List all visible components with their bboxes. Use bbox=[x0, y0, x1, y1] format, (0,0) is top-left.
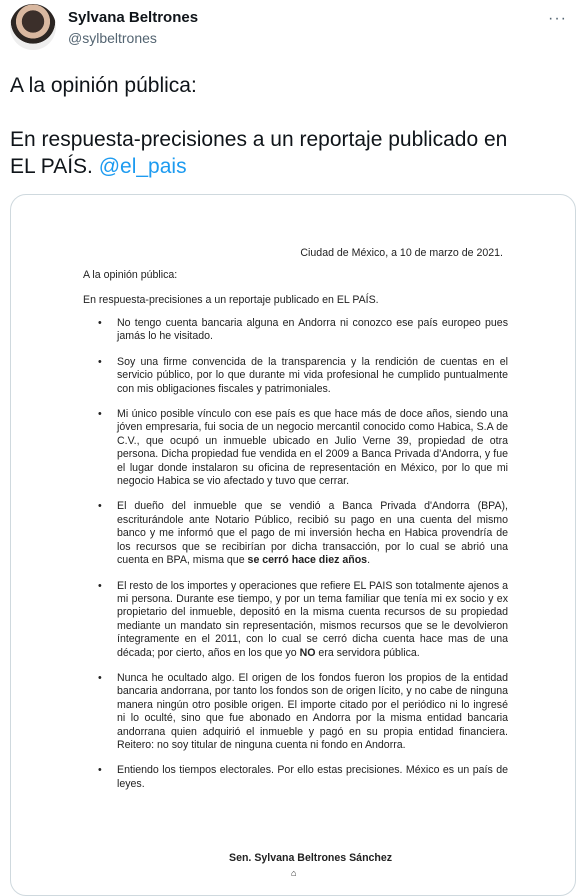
letter-bullet bbox=[83, 672, 508, 752]
letter-document bbox=[11, 195, 575, 895]
letter-bullet-text: El dueño del inmueble que se vendió a Banca Privada d'Andorra (BPA), escriturándole ante Notario Público, recibió su pago en una cuenta del mismo banco y me informó que el pago de mi inversión hecha en Habica provendría de los recursos que se recibirían por dicha transacción, por lo cual se abrió una cuenta en BPA, misma que bbox=[117, 500, 508, 567]
letter-bullet-text: No tengo cuenta bancaria alguna en Andorra ni conozco ese país europeo pues jamás lo he visitado. bbox=[117, 317, 508, 343]
letter-signature: Sen. Sylvana Beltrones Sánchez bbox=[229, 852, 393, 864]
tweet-line-source-text: EL PAÍS. bbox=[10, 155, 93, 178]
letter-bullet-text: Soy una firme convencida de la transparencia y la rendición de cuentas en el servicio público, por lo que durante mi vida profesional he cumplido puntualmente con mis obligaciones fiscales y patrimoniales. bbox=[117, 355, 508, 395]
letter-bullet-text: El resto de los importes y operaciones que refiere EL PAIS son totalmente ajenos a mi persona. Durante ese tiempo, y por un tema familiar que tenía mi ex socio y ex propietario del inmueble, depositó en la misma cuenta recursos de su propiedad mediante un mandato sin representación, mismos recursos que se le devolvieron íntegramente en el 2011, con lo cual se cerró dicha cuenta hace mas de una década; por cierto, años en los que yo bbox=[117, 579, 508, 659]
letter-bullet bbox=[83, 500, 508, 567]
tweet-line-source bbox=[10, 153, 575, 180]
letter-bullet-after: . bbox=[367, 554, 371, 567]
signature-mark-icon: ⌂ bbox=[291, 868, 297, 878]
tweet-media-image[interactable] bbox=[10, 194, 576, 896]
letter-bullet-list bbox=[83, 317, 508, 803]
avatar[interactable] bbox=[10, 4, 56, 50]
letter-intro: En respuesta-precisiones a un reportaje publicado en EL PAÍS. bbox=[83, 294, 379, 306]
mention-link[interactable]: @el_pais bbox=[98, 155, 187, 178]
tweet-header bbox=[0, 0, 587, 60]
letter-bullet-text: Entiendo los tiempos electorales. Por ello estas precisiones. México es un país de leyes. bbox=[117, 764, 508, 790]
letter-salutation: A la opinión pública: bbox=[83, 269, 178, 281]
letter-bullet bbox=[83, 408, 508, 488]
tweet-line-salutation: A la opinión pública: bbox=[10, 74, 197, 97]
letter-bullet-text: Nunca he ocultado algo. El origen de los fondos fueron los propios de la entidad bancaria andorrana, por tanto los fondos son de origen lícito, y no cabe de ninguna manera ningún otro posible origen. El importe citado por el periódico ni lo ingresé ni lo oculté, sino que fue abonado en Andorra por la misma entidad bancaria andorrana quien adquirió el inmueble y pagó en su propia entidad financiera. Reitero: no soy titular de ninguna cuenta ni fondo en Andorra. bbox=[117, 671, 508, 751]
letter-bullet bbox=[83, 317, 508, 344]
letter-bullet bbox=[83, 580, 508, 660]
more-options-icon[interactable]: ··· bbox=[548, 10, 567, 27]
letter-bullet bbox=[83, 356, 508, 396]
tweet-text bbox=[10, 72, 575, 180]
letter-bullet-bold: se cerró hace diez años bbox=[247, 554, 368, 567]
letter-bullet-bold: NO bbox=[299, 646, 316, 659]
letter-bullet-text: Mi único posible vínculo con ese país es que hace más de doce años, siendo una jóven empresaria, fui socia de un negocio mercantil conocido como Habica, S.A de C.V., que ocupó un inmueble ubicado en Julio Verne 39, propiedad de otra persona. Dicha propiedad fue vendida en el 2009 a Banca Privada d'Andorra, y fue el lugar donde instalaron su oficina de representación en México, por lo que mi negocio Habica se vio afectado y tuvo que cerrar. bbox=[117, 408, 508, 488]
user-handle[interactable]: @sylbeltrones bbox=[68, 30, 157, 46]
display-name[interactable]: Sylvana Beltrones bbox=[68, 9, 199, 26]
letter-bullet-after: era servidora pública. bbox=[318, 646, 420, 659]
tweet-line-intro: En respuesta-precisiones a un reportaje publicado en bbox=[10, 128, 508, 151]
letter-bullet bbox=[83, 764, 508, 791]
letter-date: Ciudad de México, a 10 de marzo de 2021. bbox=[300, 247, 503, 259]
